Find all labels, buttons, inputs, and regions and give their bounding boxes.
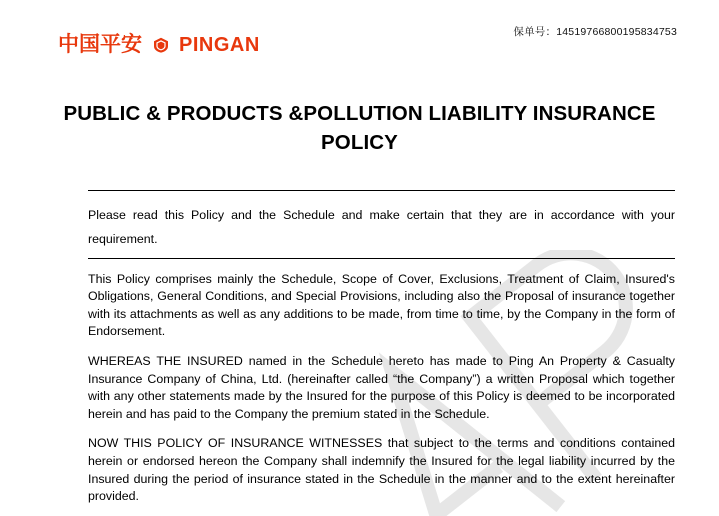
- title-divider: [88, 190, 675, 191]
- body-paragraph-1: This Policy comprises mainly the Schedule, Scope of Cover, Exclusions, Treatment of Claim, Insured's Obligations, General Conditions, and Special Provisions, including also the Proposal of insurance together with its attachments as well as any additions to be made, from time to time, by the Company in the form of Endorsement.: [88, 271, 675, 339]
- page-title: PUBLIC & PRODUCTS &POLLUTION LIABILITY INSURANCE POLICY: [63, 102, 656, 155]
- logo-chinese-text: 中国平安: [58, 32, 142, 56]
- pingan-mark-icon: [153, 37, 169, 53]
- logo-english-text: PINGAN: [179, 33, 260, 56]
- intro-divider: [88, 258, 675, 259]
- body-paragraph-2: WHEREAS THE INSURED named in the Schedule hereto has made to Ping An Property & Casualty Insurance Company of China, Ltd. (hereinafter called “the Company”) a written Proposal which together with any other statements made by the Insured for the purpose of this Policy is deemed to be incorporated herein and has paid to the Company the premium stated in the Schedule.: [88, 354, 675, 421]
- page-header: [0, 0, 719, 55]
- intro-paragraph: Please read this Policy and the Schedule and make certain that they are in accordance with your requirement.: [88, 208, 675, 247]
- policy-number: 保单号：14519766800195834753: [513, 26, 677, 38]
- document-body: [88, 203, 675, 506]
- brand-logo: [58, 34, 260, 55]
- body-paragraph-3: NOW THIS POLICY OF INSURANCE WITNESSES that subject to the terms and conditions contained herein or endorsed hereon the Company shall indemnify the Insured for the legal liability incurred by the Insured during the period of insurance stated in the Schedule in the manner and to the extent hereinafter provided.: [88, 436, 675, 504]
